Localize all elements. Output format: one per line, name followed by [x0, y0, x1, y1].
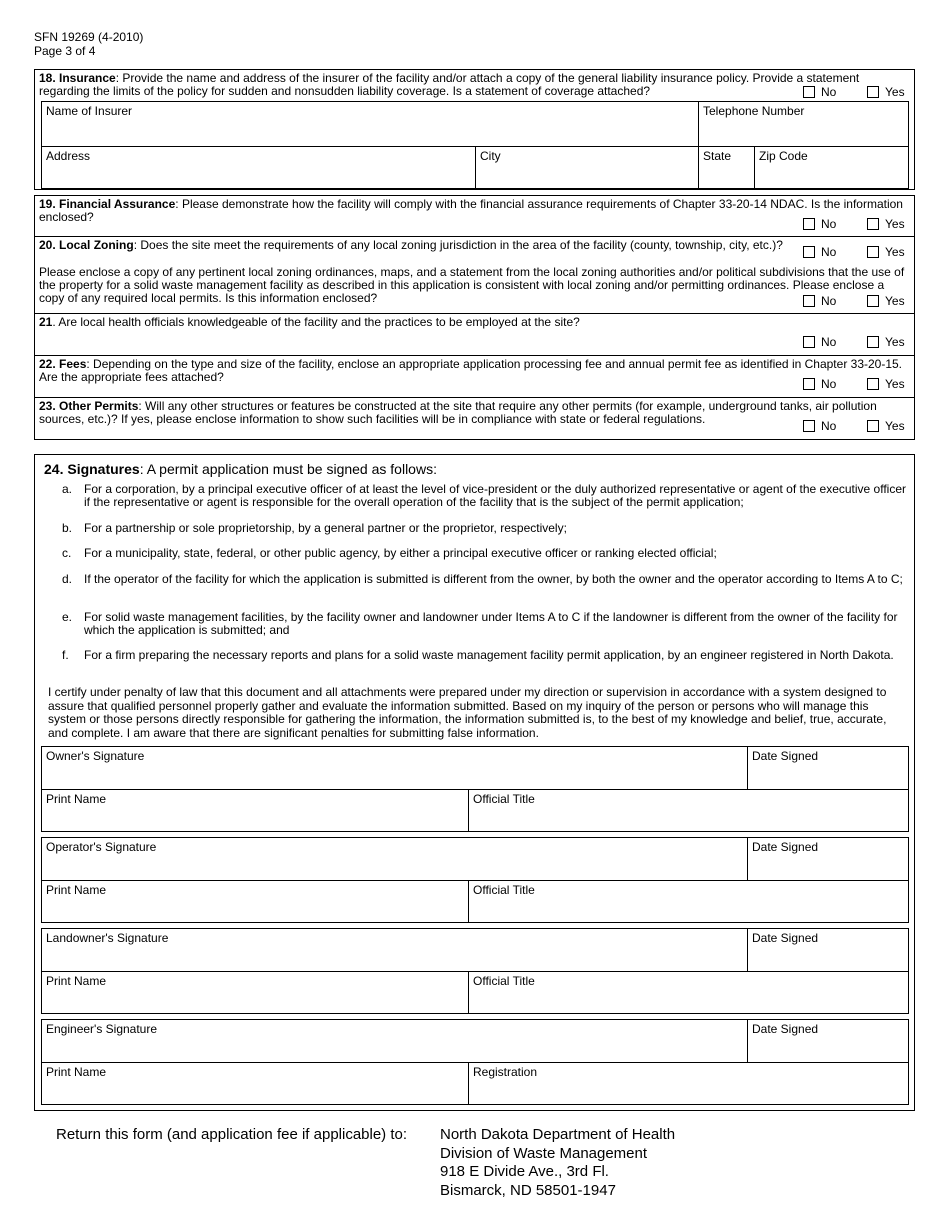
q20-zoning-yes-checkbox[interactable]: Yes [867, 245, 905, 259]
operator-signature-field[interactable]: Operator's Signature [41, 837, 748, 881]
address-line: 918 E Divide Ave., 3rd Fl. [440, 1163, 609, 1180]
checkbox-square-icon [803, 420, 815, 432]
q20-enclosed-no-checkbox[interactable]: No [803, 294, 836, 308]
landowner-signature-field[interactable]: Landowner's Signature [41, 928, 748, 972]
question-22-fees [34, 355, 915, 398]
checkbox-square-icon [803, 246, 815, 258]
address-line: North Dakota Department of Health [440, 1126, 676, 1143]
owner-date-signed-field[interactable]: Date Signed [747, 746, 909, 790]
checkbox-square-icon [803, 295, 815, 307]
q19-no-checkbox[interactable]: No [803, 217, 836, 231]
q23-no-checkbox[interactable]: No [803, 419, 836, 433]
landowner-date-signed-field[interactable]: Date Signed [747, 928, 909, 972]
mailing-address [440, 1126, 675, 1200]
landowner-official-title-field[interactable]: Official Title [468, 971, 909, 1014]
certification-statement: I certify under penalty of law that this document and all attachments were prepared under my direction or supervision in accordance with a system designed to assure that qualified personnel properly gather and evaluate the information submitted. Based on my inquiry of the person or persons who will manage this system or those persons directly responsible for gathering the information, the information submitted is, to the best of my knowledge and belief, true, accurate, and complete. I am aware that there are significant penalties for submitting false information. [48, 685, 887, 740]
checkbox-square-icon [867, 86, 879, 98]
checkbox-square-icon [867, 336, 879, 348]
engineer-signature-field[interactable]: Engineer's Signature [41, 1019, 748, 1063]
return-instructions: Return this form (and application fee if applicable) to: [56, 1126, 408, 1143]
q21-yes-checkbox[interactable]: Yes [867, 335, 905, 349]
q20-text: : Does the site meet the requirements of any local zoning jurisdiction in the area of the facility (county, township, city, etc.)? [133, 238, 783, 252]
q20-zoning-no-checkbox[interactable]: No [803, 245, 836, 259]
city-field[interactable]: City [475, 146, 699, 189]
checkbox-square-icon [867, 378, 879, 390]
checkbox-square-icon [867, 218, 879, 230]
q21-text: . Are local health officials knowledgeable of the facility and the practices to be employed at the site? [52, 315, 580, 329]
q22-yes-checkbox[interactable]: Yes [867, 377, 905, 391]
q19-text: : Please demonstrate how the facility will comply with the financial assurance requirements of Chapter 33-20-14 NDAC. Is the information enclosed? [39, 197, 903, 224]
question-19-financial-assurance [34, 195, 915, 237]
q21-no-checkbox[interactable]: No [803, 335, 836, 349]
q19-yes-checkbox[interactable]: Yes [867, 217, 905, 231]
checkbox-square-icon [867, 295, 879, 307]
form-number: SFN 19269 (4-2010) [34, 30, 144, 44]
address-line: Division of Waste Management [440, 1144, 648, 1162]
q20-enclosed-yes-checkbox[interactable]: Yes [867, 294, 905, 308]
q18-no-checkbox[interactable]: No [803, 85, 836, 99]
q19-label: 19. Financial Assurance [39, 197, 176, 211]
q18-text: : Provide the name and address of the insurer of the facility and/or attach a copy of the general liability insurance policy. Provide a statement regarding the limits of the policy for sudden and nonsudden liability coverage. Is a statement of coverage attached? [39, 71, 860, 98]
q22-text: : Depending on the type and size of the facility, enclose an appropriate application processing fee and annual permit fee as identified in Chapter 33-20-15. Are the appropriate fees attached? [39, 357, 903, 384]
checkbox-square-icon [803, 86, 815, 98]
q21-label: 21 [39, 315, 53, 329]
zip-code-field[interactable]: Zip Code [754, 146, 909, 189]
checkbox-square-icon [803, 378, 815, 390]
landowner-print-name-field[interactable]: Print Name [41, 971, 469, 1014]
question-23-other-permits [34, 397, 915, 440]
engineer-print-name-field[interactable]: Print Name [41, 1062, 469, 1105]
checkbox-square-icon [867, 420, 879, 432]
q23-text: : Will any other structures or features be constructed at the site that require any other permits (for example, underground tanks, air pollution sources, etc.)? If yes, please enclose information to show such facilities will be in compliance with state or federal regulations. [39, 399, 877, 426]
q23-yes-checkbox[interactable]: Yes [867, 419, 905, 433]
state-field[interactable]: State [698, 146, 755, 189]
q18-yes-checkbox[interactable]: Yes [867, 85, 905, 99]
q22-label: 22. Fees [39, 357, 87, 371]
operator-date-signed-field[interactable]: Date Signed [747, 837, 909, 881]
checkbox-square-icon [803, 218, 815, 230]
form-header [34, 30, 143, 58]
checkbox-square-icon [867, 246, 879, 258]
question-21-health-officials [34, 313, 915, 356]
q18-label: 18. Insurance [39, 71, 116, 85]
telephone-number-field[interactable]: Telephone Number [698, 101, 909, 147]
q20-label: 20. Local Zoning [39, 238, 134, 252]
engineer-date-signed-field[interactable]: Date Signed [747, 1019, 909, 1063]
operator-print-name-field[interactable]: Print Name [41, 880, 469, 923]
page-number: Page 3 of 4 [34, 44, 96, 58]
operator-official-title-field[interactable]: Official Title [468, 880, 909, 923]
q20-text2: Please enclose a copy of any pertinent local zoning ordinances, maps, and a statement from the local zoning authorities and/or political subdivisions that the use of the property for a solid waste management facility as described in this application is consistent with local zoning and/or permitting ordinances. Please enclose a copy of any required local permits. Is this information enclosed? [39, 265, 905, 305]
owner-official-title-field[interactable]: Official Title [468, 789, 909, 832]
owner-signature-field[interactable]: Owner's Signature [41, 746, 748, 790]
owner-print-name-field[interactable]: Print Name [41, 789, 469, 832]
question-20-local-zoning [34, 236, 915, 314]
q23-label: 23. Other Permits [39, 399, 139, 413]
checkbox-square-icon [803, 336, 815, 348]
q22-no-checkbox[interactable]: No [803, 377, 836, 391]
name-of-insurer-field[interactable]: Name of Insurer [41, 101, 699, 147]
address-field[interactable]: Address [41, 146, 476, 189]
signatures-heading: 24. Signatures: A permit application must be signed as follows: [44, 461, 437, 477]
address-line: Bismarck, ND 58501-1947 [440, 1181, 616, 1199]
engineer-registration-field[interactable]: Registration [468, 1062, 909, 1105]
